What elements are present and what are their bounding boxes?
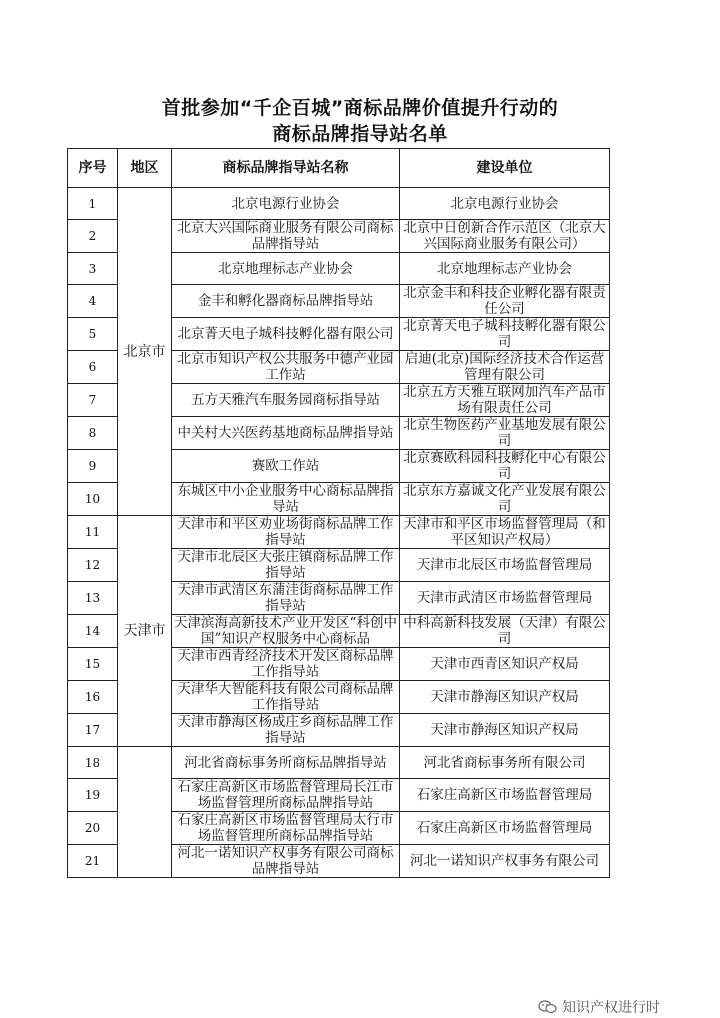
row-number: 19: [68, 779, 118, 812]
station-name: 天津市武清区东蒲洼街商标品牌工作指导站: [172, 582, 400, 615]
table-header-row: [68, 149, 610, 188]
station-name: 天津华大智能科技有限公司商标品牌工作指导站: [172, 681, 400, 714]
table-row: [68, 188, 610, 220]
station-name: 天津市北辰区大张庄镇商标品牌工作指导站: [172, 549, 400, 582]
station-name: 石家庄高新区市场监督管理局长江市场监督管理所商标品牌指导站: [172, 779, 400, 812]
builder-unit: 北京东方嘉诚文化产业发展有限公司: [400, 483, 610, 516]
station-name: 北京大兴国际商业服务有限公司商标品牌指导站: [172, 220, 400, 253]
row-number: 20: [68, 812, 118, 845]
station-name: 中关村大兴医药基地商标品牌指导站: [172, 417, 400, 450]
builder-unit: 石家庄高新区市场监督管理局: [400, 779, 610, 812]
station-name: 石家庄高新区市场监督管理局太行市场监督管理所商标品牌指导站: [172, 812, 400, 845]
document-title-line2: 商标品牌指导站名单: [272, 123, 448, 145]
station-name: 天津滨海高新技术产业开发区“科创中国”知识产权服务中心商标品: [172, 615, 400, 648]
builder-unit: 中科高新科技发展（天津）有限公司: [400, 615, 610, 648]
station-name: 天津市和平区劝业场街商标品牌工作指导站: [172, 516, 400, 549]
document-title-line1: 首批参加“千企百城”商标品牌价值提升行动的: [161, 97, 559, 119]
row-number: 18: [68, 747, 118, 779]
builder-unit: 河北一诺知识产权事务有限公司: [400, 845, 610, 878]
station-name: 天津市西青经济技术开发区商标品牌工作指导站: [172, 648, 400, 681]
station-name: 北京市知识产权公共服务中德产业园工作站: [172, 351, 400, 384]
row-number: 11: [68, 516, 118, 549]
row-number: 3: [68, 253, 118, 285]
station-name: 北京菁天电子城科技孵化器有限公司: [172, 318, 400, 351]
guidance-station-table: [67, 148, 610, 878]
row-number: 9: [68, 450, 118, 483]
watermark: [538, 997, 660, 1017]
station-name: 天津市静海区杨成庄乡商标品牌工作指导站: [172, 714, 400, 747]
row-number: 4: [68, 285, 118, 318]
station-name: 赛欧工作站: [172, 450, 400, 483]
station-name: 五方天雅汽车服务园商标指导站: [172, 384, 400, 417]
header-station-name: 商标品牌指导站名称: [172, 149, 400, 188]
builder-unit: 天津市西青区知识产权局: [400, 648, 610, 681]
builder-unit: 北京金丰和科技企业孵化器有限责任公司: [400, 285, 610, 318]
header-builder: 建设单位: [400, 149, 610, 188]
station-name: 金丰和孵化器商标品牌指导站: [172, 285, 400, 318]
header-no: 序号: [68, 149, 118, 188]
row-number: 15: [68, 648, 118, 681]
station-name: 河北一诺知识产权事务有限公司商标品牌指导站: [172, 845, 400, 878]
builder-unit: 北京赛欧科园科技孵化中心有限公司: [400, 450, 610, 483]
watermark-text: 知识产权进行时: [562, 1000, 660, 1016]
region-cell: 天津市: [118, 516, 172, 747]
builder-unit: 北京菁天电子城科技孵化器有限公司: [400, 318, 610, 351]
row-number: 6: [68, 351, 118, 384]
builder-unit: 天津市和平区市场监督管理局（和平区知识产权局）: [400, 516, 610, 549]
row-number: 13: [68, 582, 118, 615]
builder-unit: 北京生物医药产业基地发展有限公司: [400, 417, 610, 450]
region-cell: 北京市: [118, 188, 172, 516]
row-number: 7: [68, 384, 118, 417]
row-number: 8: [68, 417, 118, 450]
header-region: 地区: [118, 149, 172, 188]
table-body: [68, 188, 610, 878]
table-row: [68, 747, 610, 779]
station-name: 北京电源行业协会: [172, 188, 400, 220]
row-number: 2: [68, 220, 118, 253]
row-number: 16: [68, 681, 118, 714]
builder-unit: 北京五方天雅互联网加汽车产品市场有限责任公司: [400, 384, 610, 417]
builder-unit: 北京地理标志产业协会: [400, 253, 610, 285]
region-cell: [118, 747, 172, 878]
station-name: 河北省商标事务所商标品牌指导站: [172, 747, 400, 779]
builder-unit: 天津市武清区市场监督管理局: [400, 582, 610, 615]
row-number: 5: [68, 318, 118, 351]
builder-unit: 天津市北辰区市场监督管理局: [400, 549, 610, 582]
station-name: 东城区中小企业服务中心商标品牌指导站: [172, 483, 400, 516]
builder-unit: 启迪(北京)国际经济技术合作运营管理有限公司: [400, 351, 610, 384]
station-name: 北京地理标志产业协会: [172, 253, 400, 285]
row-number: 21: [68, 845, 118, 878]
row-number: 10: [68, 483, 118, 516]
row-number: 17: [68, 714, 118, 747]
row-number: 14: [68, 615, 118, 648]
builder-unit: 北京电源行业协会: [400, 188, 610, 220]
builder-unit: 北京中日创新合作示范区（北京大兴国际商业服务有限公司）: [400, 220, 610, 253]
builder-unit: 天津市静海区知识产权局: [400, 714, 610, 747]
table-row: [68, 516, 610, 549]
builder-unit: 天津市静海区知识产权局: [400, 681, 610, 714]
row-number: 12: [68, 549, 118, 582]
wechat-icon: [538, 1000, 558, 1014]
builder-unit: 石家庄高新区市场监督管理局: [400, 812, 610, 845]
row-number: 1: [68, 188, 118, 220]
builder-unit: 河北省商标事务所有限公司: [400, 747, 610, 779]
